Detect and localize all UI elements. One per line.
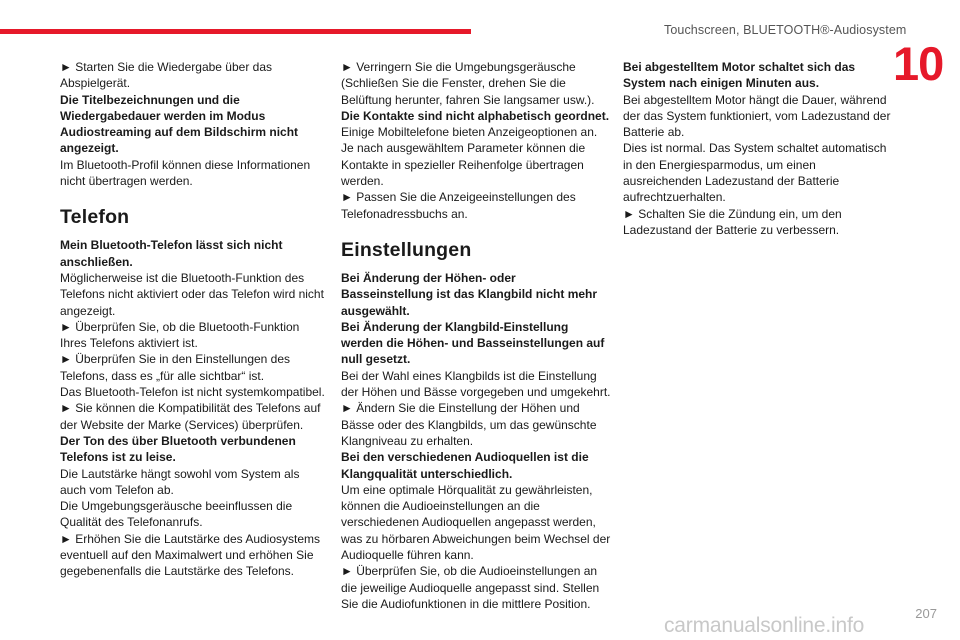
instruction-paragraph: ► Überprüfen Sie, ob die Audioeinstellungen an die jeweilige Audioquelle angepasst sind. Stellen Sie die Audiofunktionen in die mittlere Position. [341, 564, 600, 611]
problem-heading: Bei den verschiedenen Audioquellen ist die Klangqualität unterschiedlich. [341, 450, 589, 481]
instruction-paragraph: ► Passen Sie die Anzeigeeinstellungen des Telefonadressbuchs an. [341, 190, 576, 221]
instruction-paragraph: ► Überprüfen Sie in den Einstellungen des Telefons, dass es „für alle sichtbar“ ist. [60, 352, 291, 383]
body-paragraph: Bei der Wahl eines Klangbilds ist die Einstellung der Höhen und Bässe vorgegeben und umgekehrt. [341, 368, 611, 400]
header-accent-bar [0, 29, 471, 34]
problem-heading: Bei abgestelltem Motor schaltet sich das System nach einigen Minuten aus. [623, 60, 856, 91]
chapter-number: 10 [893, 37, 944, 90]
instruction-paragraph: ► Schalten Sie die Zündung ein, um den Ladezustand der Batterie zu verbessern. [623, 206, 842, 237]
body-paragraph: Das Bluetooth-Telefon ist nicht systemkompatibel. [60, 385, 325, 400]
instruction-paragraph: ► Starten Sie die Wiedergabe über das Abspielgerät. [60, 60, 272, 91]
instruction-paragraph: ► Überprüfen Sie, ob die Bluetooth-Funktion Ihres Telefons aktiviert ist. [60, 319, 300, 351]
problem-heading: Bei Änderung der Klangbild-Einstellung werden die Höhen- und Basseinstellungen auf null gesetzt. [341, 319, 605, 367]
problem-heading: Der Ton des über Bluetooth verbundenen Telefons ist zu leise. [60, 433, 296, 465]
problem-heading: Die Kontakte sind nicht alphabetisch geordnet. [341, 108, 610, 123]
problem-heading: Mein Bluetooth-Telefon lässt sich nicht anschließen. [60, 238, 283, 269]
page-number: 207 [915, 606, 937, 621]
body-paragraph: Die Lautstärke hängt sowohl vom System als auch vom Telefon ab. [60, 466, 300, 497]
body-paragraph: Dies ist normal. Das System schaltet automatisch in den Energiesparmodus, um einen ausreichenden Ladezustand der Batterie aufrechtzuerhalten. [623, 141, 887, 205]
column-right [623, 59, 893, 238]
body-paragraph: Einige Mobiltelefone bieten Anzeigeoptionen an. Je nach ausgewähltem Parameter können die Kontakte in spezieller Reihenfolge übertragen werden. [341, 125, 598, 189]
body-paragraph: Möglicherweise ist die Bluetooth-Funktion des Telefons nicht aktiviert oder das Telefon wird nicht angezeigt. [60, 270, 324, 318]
body-paragraph: Die Umgebungsgeräusche beeinflussen die Qualität des Telefonanrufs. [60, 499, 293, 530]
instruction-paragraph: ► Erhöhen Sie die Lautstärke des Audiosystems eventuell auf den Maximalwert und erhöhen Sie gegebenenfalls die Lautstärke des Telefons. [60, 531, 321, 579]
problem-heading: Bei Änderung der Höhen- oder Basseinstellung ist das Klangbild nicht mehr ausgewählt. [341, 270, 598, 318]
problem-heading: Die Titelbezeichnungen und die Wiedergabedauer werden im Modus Audiostreaming auf dem Bildschirm nicht angezeigt. [60, 92, 299, 156]
column-middle [341, 59, 611, 612]
body-paragraph: Um eine optimale Hörqualität zu gewährleisten, können die Audioeinstellungen an die verschiedenen Audioquellen angepasst werden, was zu hörbaren Abweichungen beim Wechsel der Audioquelle führen kann. [341, 482, 611, 563]
body-paragraph: Bei abgestelltem Motor hängt die Dauer, während der das System funktioniert, vom Ladezustand der Batterie ab. [623, 92, 891, 140]
instruction-paragraph: ► Ändern Sie die Einstellung der Höhen und Bässe oder des Klangbilds, um das gewünschte Klangniveau zu erhalten. [341, 401, 597, 448]
section-heading-telefon: Telefon [60, 206, 130, 229]
section-heading-einstellungen: Einstellungen [341, 238, 472, 261]
section-header-title: Touchscreen, BLUETOOTH®-Audiosystem [664, 23, 907, 37]
instruction-paragraph: ► Verringern Sie die Umgebungsgeräusche (Schließen Sie die Fenster, drehen Sie die Belüftung herunter, fahren Sie langsamer usw.). [341, 60, 595, 107]
column-left [60, 59, 328, 580]
body-paragraph: Im Bluetooth-Profil können diese Informationen nicht übertragen werden. [60, 157, 311, 189]
instruction-paragraph: ► Sie können die Kompatibilität des Telefons auf der Website der Marke (Services) überprüfen. [60, 401, 321, 432]
watermark-text: carmanualsonline.info [664, 614, 865, 637]
